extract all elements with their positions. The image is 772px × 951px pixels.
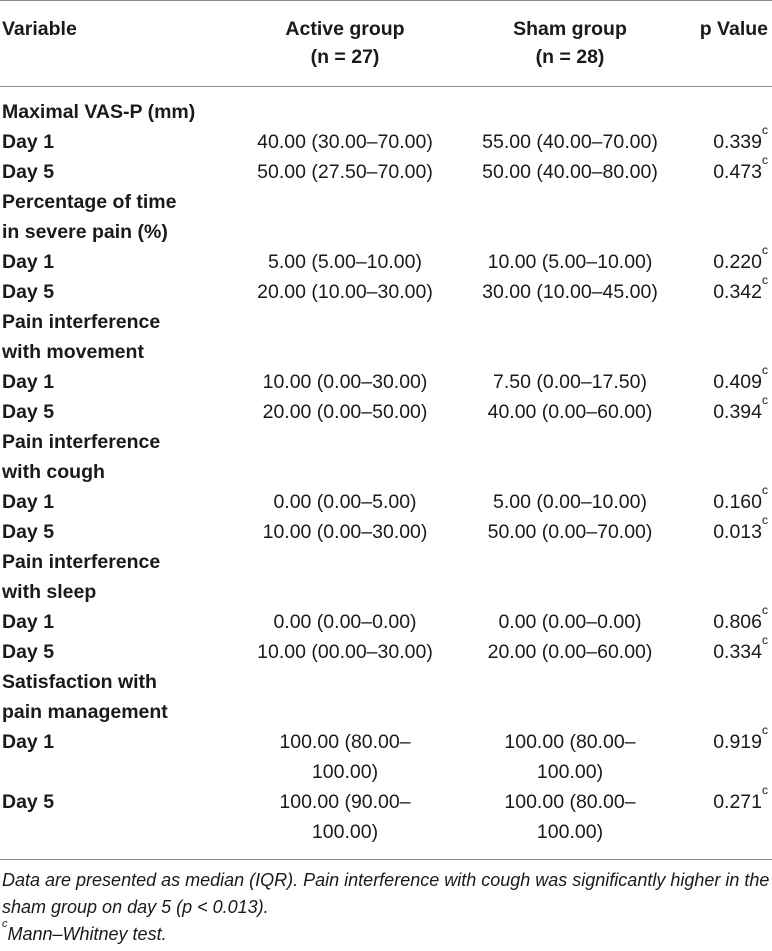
cell-active: 40.00 (30.00–70.00) [257, 131, 433, 153]
row-label: Day 5 [2, 791, 55, 813]
row-label: Day 5 [2, 281, 55, 303]
section-title: Maximal VAS-P (mm) [2, 101, 196, 123]
cell-active: 10.00 (0.00–30.00) [262, 371, 428, 393]
section-title: with cough [2, 461, 105, 483]
pvalue-number: 0.919 [713, 731, 762, 753]
cell-pvalue [713, 122, 768, 157]
cell-pvalue [713, 632, 768, 667]
footnote-marker: c [2, 918, 8, 930]
pvalue-number: 0.394 [713, 401, 762, 423]
row-label: Day 5 [2, 521, 55, 543]
pvalue-superscript: c [762, 122, 768, 137]
cell-active: 20.00 (0.00–50.00) [262, 401, 428, 423]
cell-sham: 50.00 (40.00–80.00) [482, 161, 658, 183]
cell-sham: 5.00 (0.00–10.00) [493, 491, 647, 513]
pvalue-superscript: c [762, 782, 768, 797]
pvalue-number: 0.220 [713, 251, 762, 273]
header-active-line1: Active group [285, 18, 405, 40]
header-rule [0, 86, 772, 87]
cell-pvalue [713, 722, 768, 757]
cell-sham: 0.00 (0.00–0.00) [498, 611, 642, 633]
cell-sham: 40.00 (0.00–60.00) [487, 401, 653, 423]
cell-sham: 20.00 (0.00–60.00) [487, 641, 653, 663]
pvalue-number: 0.473 [713, 161, 762, 183]
cell-active: 5.00 (5.00–10.00) [268, 251, 422, 273]
pvalue-superscript: c [762, 632, 768, 647]
header-pvalue: p Value [699, 18, 768, 40]
cell-pvalue [713, 392, 768, 427]
cell-pvalue [713, 272, 768, 307]
pvalue-number: 0.339 [713, 131, 762, 153]
pvalue-superscript: c [762, 362, 768, 377]
cell-sham: 100.00 (80.00– [504, 731, 636, 753]
row-label: Day 5 [2, 401, 55, 423]
pvalue-superscript: c [762, 152, 768, 167]
pvalue-number: 0.334 [713, 641, 762, 663]
cell-active: 10.00 (00.00–30.00) [257, 641, 433, 663]
cell-pvalue [713, 602, 768, 637]
row-label: Day 1 [2, 611, 55, 633]
cell-active: 10.00 (0.00–30.00) [262, 521, 428, 543]
pvalue-number: 0.806 [713, 611, 762, 633]
cell-active: 100.00 (90.00– [279, 791, 411, 813]
cell-active: 100.00) [311, 821, 379, 843]
header-active-line2: (n = 27) [310, 46, 380, 68]
row-label: Day 1 [2, 731, 55, 753]
pvalue-number: 0.160 [713, 491, 762, 513]
cell-pvalue [713, 362, 768, 397]
pvalue-superscript: c [762, 242, 768, 257]
pvalue-number: 0.271 [713, 791, 762, 813]
pvalue-number: 0.342 [713, 281, 762, 303]
cell-sham: 50.00 (0.00–70.00) [487, 521, 653, 543]
cell-sham: 30.00 (10.00–45.00) [482, 281, 658, 303]
section-title: Percentage of time [2, 191, 177, 213]
row-label: Day 1 [2, 491, 55, 513]
footnote-test-text: Mann–Whitney test. [7, 924, 167, 944]
row-label: Day 5 [2, 641, 55, 663]
cell-sham: 100.00 (80.00– [504, 791, 636, 813]
pvalue-superscript: c [762, 602, 768, 617]
footnote-test [2, 918, 770, 948]
cell-active: 20.00 (10.00–30.00) [257, 281, 433, 303]
section-title: with movement [2, 341, 144, 363]
header-sham-line1: Sham group [513, 18, 627, 40]
pvalue-superscript: c [762, 512, 768, 527]
row-label: Day 1 [2, 131, 55, 153]
section-title: Pain interference [2, 431, 161, 453]
cell-sham: 10.00 (5.00–10.00) [487, 251, 653, 273]
pvalue-superscript: c [762, 272, 768, 287]
cell-active: 0.00 (0.00–0.00) [273, 611, 417, 633]
cell-sham: 7.50 (0.00–17.50) [493, 371, 647, 393]
row-label: Day 1 [2, 251, 55, 273]
section-title: Pain interference [2, 311, 161, 333]
row-label: Day 5 [2, 161, 55, 183]
pvalue-number: 0.013 [713, 521, 762, 543]
cell-active: 0.00 (0.00–5.00) [273, 491, 417, 513]
cell-pvalue [713, 782, 768, 817]
section-title: in severe pain (%) [2, 221, 168, 243]
cell-pvalue [713, 482, 768, 517]
row-label: Day 1 [2, 371, 55, 393]
cell-active: 100.00 (80.00– [279, 731, 411, 753]
pvalue-number: 0.409 [713, 371, 762, 393]
cell-active: 50.00 (27.50–70.00) [257, 161, 433, 183]
header-variable: Variable [2, 18, 77, 40]
table-top-rule [0, 0, 772, 1]
cell-pvalue [713, 512, 768, 547]
table-bottom-rule [0, 859, 772, 860]
footnote-note: Data are presented as median (IQR). Pain interference with cough was significantly higher in the sham group on day 5 (p < 0.013). [2, 870, 770, 917]
section-title: Pain interference [2, 551, 161, 573]
pvalue-superscript: c [762, 482, 768, 497]
cell-pvalue [713, 242, 768, 277]
header-sham-line2: (n = 28) [535, 46, 605, 68]
section-title: Satisfaction with [2, 671, 157, 693]
cell-sham: 100.00) [536, 761, 604, 783]
cell-pvalue [713, 152, 768, 187]
pvalue-superscript: c [762, 722, 768, 737]
section-title: pain management [2, 701, 168, 723]
cell-active: 100.00) [311, 761, 379, 783]
cell-sham: 100.00) [536, 821, 604, 843]
cell-sham: 55.00 (40.00–70.00) [482, 131, 658, 153]
section-title: with sleep [2, 581, 97, 603]
pvalue-superscript: c [762, 392, 768, 407]
